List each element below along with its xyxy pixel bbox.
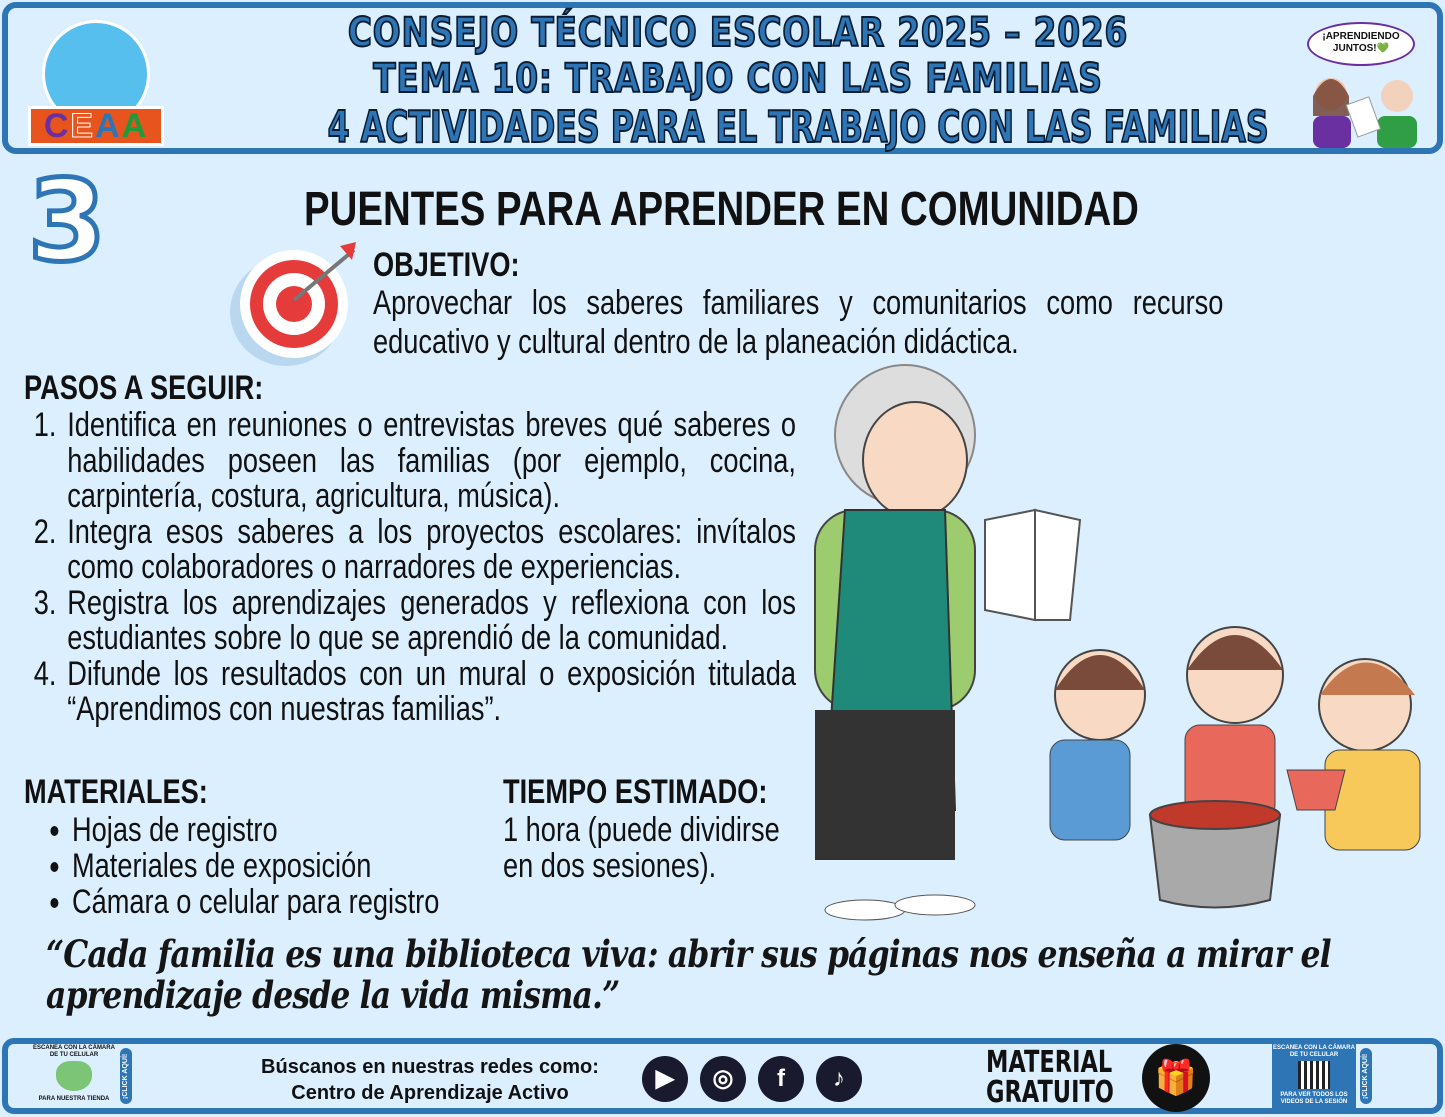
ceaa-logo: CEAA [28, 20, 164, 144]
activity-number: 3 [28, 157, 106, 287]
header-banner [2, 2, 1443, 154]
time-text: 1 hora (puede dividirse en dos sesiones). [503, 811, 780, 885]
steps-section [24, 368, 796, 728]
header-topic: TEMA 10: TRABAJO CON LAS FAMILIAS [373, 56, 1103, 102]
facebook-icon[interactable]: f [758, 1056, 804, 1102]
click-here-label-left[interactable]: ¡CLICK AQUÍ! [120, 1048, 132, 1104]
instagram-icon[interactable]: ◎ [700, 1056, 746, 1102]
gift-icon: 🎁 [1142, 1044, 1210, 1112]
grandmother-children-cooking-illustration [805, 360, 1435, 925]
time-section [503, 772, 799, 884]
steps-list [64, 408, 796, 728]
objective-text: Aprovechar los saberes familiares y comunitarios como recurso educativo y cultural dentro de la planeación didáctica. [373, 284, 1224, 361]
step-item: 4. Difunde los resultados con un mural o exposición titulada “Aprendimos con nuestras familias”. [64, 657, 796, 728]
free-material-label: MATERIAL GRATUITO [986, 1045, 1114, 1110]
click-here-label-right[interactable]: ¡CLICK AQUÍ! [1360, 1048, 1372, 1104]
closing-quote: “Cada familia es una biblioteca viva: abrir sus páginas nos enseña a mirar el aprendizaje desde la vida misma.” [46, 932, 1331, 1017]
objective-section [373, 246, 1223, 362]
step-item: 2. Integra esos saberes a los proyectos escolares: invítalos como colaboradores o narradores de experiencias. [64, 515, 796, 586]
material-item: • Cámara o celular para registro [72, 884, 504, 920]
tiktok-icon[interactable]: ♪ [816, 1056, 862, 1102]
footer-banner [2, 1038, 1443, 1114]
social-search-text: Búscanos en nuestras redes como: Centro de Aprendizaje Activo [261, 1056, 599, 1104]
videos-qr-code[interactable]: ESCANEA CON LA CÁMARA DE TU CELULAR PARA VER TODOS LOS VIDEOS DE LA SESIÓN [1272, 1044, 1356, 1108]
materials-list [72, 812, 504, 920]
store-qr-code[interactable]: ESCANEA CON LA CÁMARA DE TU CELULAR PARA NUESTRA TIENDA [33, 1045, 115, 1102]
youtube-icon[interactable]: ▶ [642, 1056, 688, 1102]
objective-label: OBJETIVO: [373, 246, 520, 284]
header-subtitle: 4 ACTIVIDADES PARA EL TRABAJO CON LAS FAMILIAS [327, 102, 1269, 153]
materials-label: MATERIALES: [24, 773, 208, 811]
step-item: 3. Registra los aprendizajes generados y reflexiona con los estudiantes sobre lo que se aprendió de la comunidad. [64, 586, 796, 657]
step-item: 1. Identifica en reuniones o entrevistas breves qué saberes o habilidades poseen las familias (por ejemplo, cocina, carpintería, costura, agricultura, música). [64, 408, 796, 515]
materials-section [24, 772, 504, 920]
time-label: TIEMPO ESTIMADO: [503, 773, 768, 811]
speech-bubble: ¡APRENDIENDO JUNTOS!💚 [1307, 22, 1415, 66]
activity-title: PUENTES PARA APRENDER EN COMUNIDAD [304, 183, 1139, 236]
teachers-illustration [1299, 66, 1423, 148]
target-icon [228, 242, 358, 367]
steps-label: PASOS A SEGUIR: [24, 369, 264, 407]
material-item: • Materiales de exposición [72, 848, 504, 884]
header-title: CONSEJO TÉCNICO ESCOLAR 2025 – 2026 [347, 10, 1129, 56]
material-item: • Hojas de registro [72, 812, 504, 848]
